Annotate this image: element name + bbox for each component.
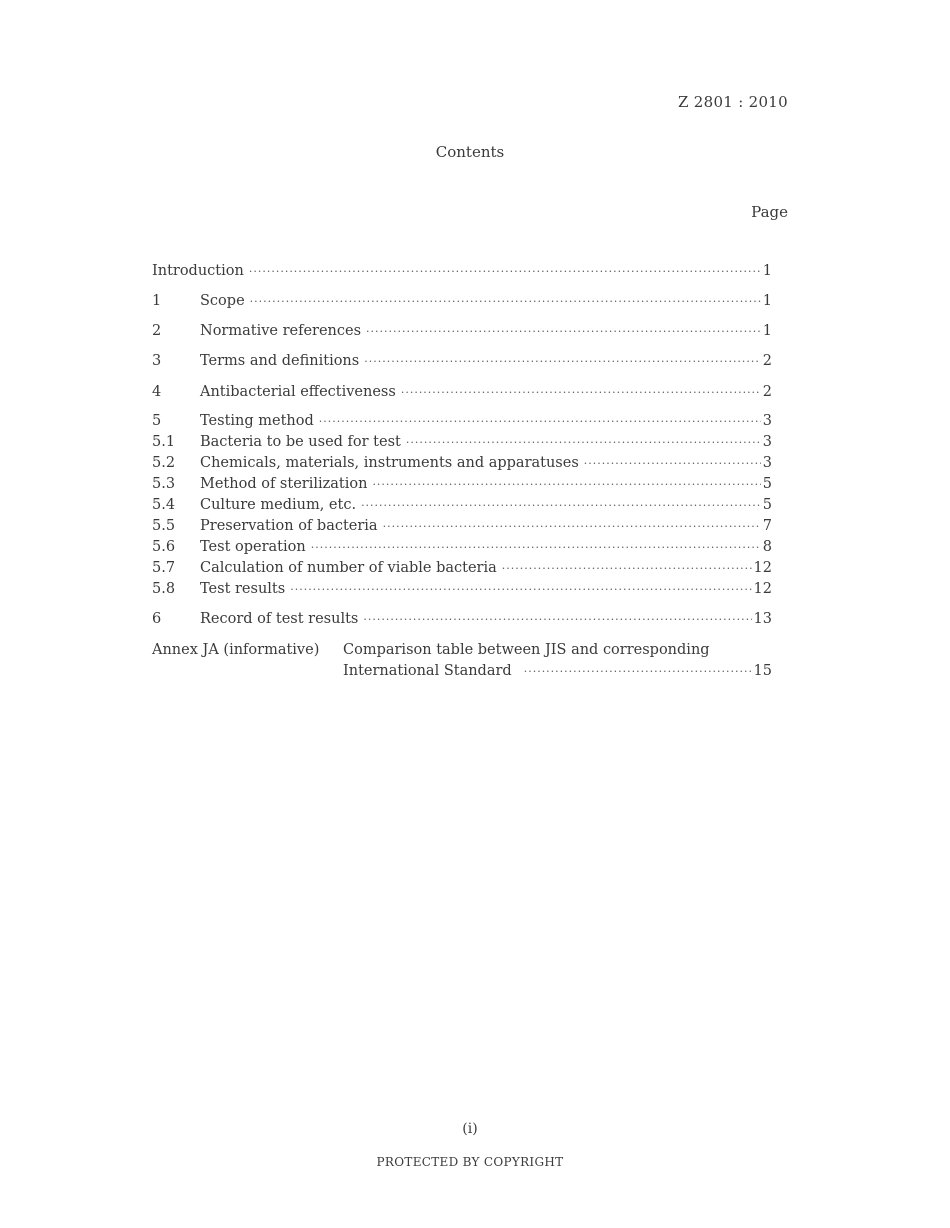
dot-leader xyxy=(524,662,752,682)
toc-entry-label: Test results xyxy=(200,581,286,597)
toc-entry-page: 5 xyxy=(762,497,772,513)
page-title: Contents xyxy=(435,143,505,161)
toc-entry-page: 3 xyxy=(762,455,772,471)
toc-entry-number: 5.3 xyxy=(152,476,176,492)
toc-entry-calculation-viable-bacteria[interactable] xyxy=(152,558,772,578)
dot-leader xyxy=(361,496,761,516)
toc-entry-number: 3 xyxy=(152,353,162,369)
toc-entry-page: 2 xyxy=(762,353,772,369)
toc-entry-number: 4 xyxy=(152,384,162,400)
toc-entry-terms-and-definitions[interactable] xyxy=(152,351,772,371)
toc-entry-label: Antibacterial effectiveness xyxy=(200,384,396,400)
toc-entry-page: 12 xyxy=(753,560,772,576)
dot-leader xyxy=(502,559,752,579)
toc-entry-scope[interactable] xyxy=(152,291,772,311)
toc-entry-label: Chemicals, materials, instruments and apparatuses xyxy=(200,455,579,471)
toc-entry-number: 5.8 xyxy=(152,581,176,597)
toc-entry-number: 5.7 xyxy=(152,560,176,576)
toc-entry-number: 6 xyxy=(152,611,162,627)
toc-entry-test-operation[interactable] xyxy=(152,537,772,557)
dot-leader xyxy=(363,610,751,630)
toc-entry-preservation-of-bacteria[interactable] xyxy=(152,516,772,536)
toc-entry-label: Record of test results xyxy=(200,611,359,627)
dot-leader xyxy=(584,454,761,474)
toc-entry-label: Method of sterilization xyxy=(200,476,368,492)
toc-entry-label: Introduction xyxy=(152,263,244,279)
toc-entry-page: 1 xyxy=(762,293,772,309)
page-column-label: Page xyxy=(751,203,788,221)
dot-leader xyxy=(250,292,761,312)
toc-entry-number: 5.4 xyxy=(152,497,176,513)
dot-leader xyxy=(249,262,761,282)
toc-entry-label: Bacteria to be used for test xyxy=(200,434,401,450)
dot-leader xyxy=(383,517,761,537)
toc-entry-normative-references[interactable] xyxy=(152,321,772,341)
toc-entry-page: 12 xyxy=(753,581,772,597)
annex-title-line2: International Standard xyxy=(343,663,512,679)
toc-entry-culture-medium[interactable] xyxy=(152,495,772,515)
annex-title-line1: Comparison table between JIS and corresponding xyxy=(343,642,710,658)
toc-entry-page: 15 xyxy=(753,663,772,679)
toc-entry-record-of-test-results[interactable] xyxy=(152,609,772,629)
toc-entry-page: 13 xyxy=(753,611,772,627)
toc-entry-number: 5.1 xyxy=(152,434,176,450)
toc-entry-label: Culture medium, etc. xyxy=(200,497,357,513)
toc-entry-page: 3 xyxy=(762,413,772,429)
dot-leader xyxy=(372,475,760,495)
toc-entry-label: Scope xyxy=(200,293,245,309)
annex-prefix: Annex JA (informative) xyxy=(152,642,320,658)
toc-entry-page: 7 xyxy=(762,518,772,534)
copyright-notice: PROTECTED BY COPYRIGHT xyxy=(376,1155,564,1169)
footer-page-number: (i) xyxy=(462,1121,478,1137)
toc-entry-antibacterial-effectiveness[interactable] xyxy=(152,382,772,402)
toc-entry-number: 5 xyxy=(152,413,162,429)
document-code: Z 2801 : 2010 xyxy=(677,93,788,111)
toc-entry-page: 1 xyxy=(762,263,772,279)
dot-leader xyxy=(290,580,751,600)
toc-entry-page: 1 xyxy=(762,323,772,339)
toc-entry-number: 5.2 xyxy=(152,455,176,471)
toc-entry-chemicals-materials[interactable] xyxy=(152,453,772,473)
dot-leader xyxy=(319,412,761,432)
toc-entry-label: Preservation of bacteria xyxy=(200,518,378,534)
toc-entry-testing-method[interactable] xyxy=(152,411,772,431)
toc-entry-number: 5.6 xyxy=(152,539,176,555)
dot-leader xyxy=(311,538,761,558)
toc-entry-label: Test operation xyxy=(200,539,306,555)
toc-entry-test-results[interactable] xyxy=(152,579,772,599)
toc-entry-introduction[interactable] xyxy=(152,261,772,281)
toc-entry-label: Testing method xyxy=(200,413,314,429)
toc-entry-page: 8 xyxy=(762,539,772,555)
toc-entry-number: 5.5 xyxy=(152,518,176,534)
dot-leader xyxy=(401,383,761,403)
toc-entry-page: 3 xyxy=(762,434,772,450)
toc-entry-label: Normative references xyxy=(200,323,362,339)
toc-entry-method-of-sterilization[interactable] xyxy=(152,474,772,494)
dot-leader xyxy=(406,433,761,453)
toc-entry-page: 5 xyxy=(762,476,772,492)
dot-leader xyxy=(366,322,761,342)
toc-entry-label: Calculation of number of viable bacteria xyxy=(200,560,497,576)
toc-entry-bacteria-for-test[interactable] xyxy=(152,432,772,452)
dot-leader xyxy=(364,352,761,372)
toc-entry-number: 1 xyxy=(152,293,162,309)
toc-entry-page: 2 xyxy=(762,384,772,400)
toc-entry-label: Terms and definitions xyxy=(200,353,360,369)
toc-entry-number: 2 xyxy=(152,323,162,339)
